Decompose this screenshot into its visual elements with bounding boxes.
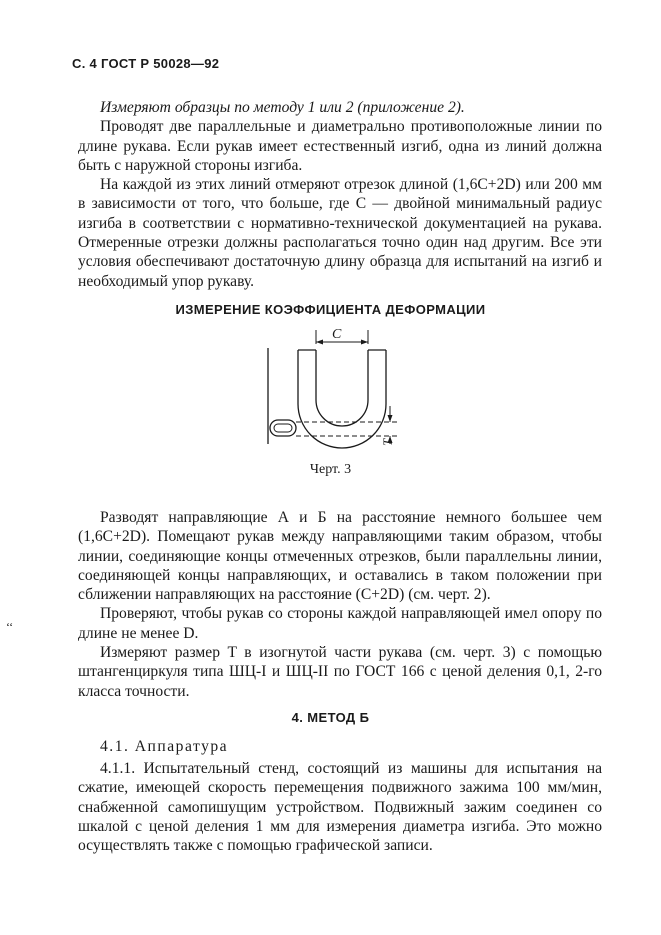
- heading-method-b: 4. МЕТОД Б: [291, 710, 370, 725]
- paragraph: Разводят направляющие А и Б на расстояние немного большее чем (1,6C+2D). Помещают рукав между направляющими таким образом, чтобы линии, соединяющие концы отмеченных отрезков, были параллельны линии, соединяющей концы направляющих, и оставались в таком положении при сближении направляющих на расстояние (C+2D) (см. черт. 2).: [78, 509, 602, 604]
- figure-caption: Черт. 3: [309, 462, 352, 477]
- paragraph: Проводят две параллельные и диаметрально противоположные линии по длине рукава. Если рукав имеет естественный изгиб, одна из линий должна быть с наружной стороны изгиба.: [78, 118, 602, 174]
- heading-deformation: ИЗМЕРЕНИЕ КОЭФФИЦИЕНТА ДЕФОРМАЦИИ: [175, 302, 486, 317]
- dimension-c-label: C: [332, 327, 342, 342]
- figure-3-drawing: [260, 326, 410, 451]
- hose-outer-wall: [298, 350, 386, 448]
- paragraph: Измеряют образцы по методу 1 или 2 (приложение 2).: [100, 99, 465, 116]
- page-header: С. 4 ГОСТ Р 50028—92: [72, 56, 220, 71]
- section-2-text: [78, 508, 602, 701]
- paragraph: На каждой из этих линий отмеряют отрезок длиной (1,6C+2D) или 200 мм в зависимости от того, что больше, где C — двойной минимальный радиус изгиба в соответствии с нормативно-технической документацией на рукава. Отмеренные отрезки должны располагаться точно один над другим. Все эти условия обеспечивают достаточную длину образца для испытаний на изгиб и необходимый упор рукаву.: [78, 176, 602, 290]
- dimension-t-label: T: [380, 438, 395, 446]
- paragraph: 4.1.1. Испытательный стенд, состоящий из машины для испытания на сжатие, имеющей скорость перемещения подвижного зажима 100 мм/мин, снабженной самопишущим устройством. Подвижный зажим соединен со шкалой с ценой деления 1 мм для измерения диаметра изгиба. Это можно осуществлять также с помощью графической записи.: [78, 760, 602, 855]
- hose-inner-wall: [316, 350, 368, 426]
- margin-mark: ‘‘: [6, 620, 14, 634]
- section-3-text: [78, 759, 602, 855]
- section-1-text: [78, 98, 602, 291]
- paragraph: Измеряют размер T в изогнутой части рукава (см. черт. 3) с помощью штангенциркуля типа ШЦ-I и ШЦ-II по ГОСТ 166 с ценой деления 0,1, 2-го класса точности.: [78, 644, 602, 700]
- subheading-apparatus: 4.1. Аппаратура: [100, 738, 229, 755]
- paragraph: Проверяют, чтобы рукав со стороны каждой направляющей имел опору по длине не менее D.: [78, 605, 602, 642]
